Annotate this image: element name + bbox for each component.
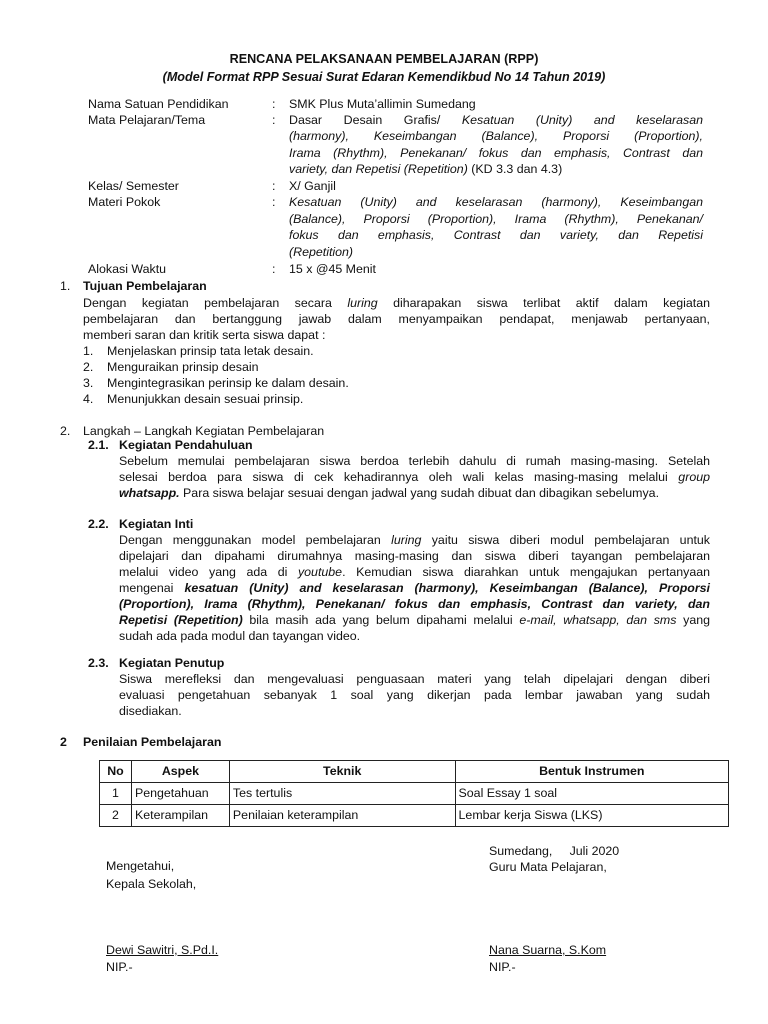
closing-paragraph-line: evaluasi pengetahuan sebanyak 1 soal yang dikerjan pada lembar jawaban yang sudah	[119, 688, 710, 702]
table-header-cell: Teknik	[229, 761, 455, 783]
text: . Kemudian siswa diarahkan untuk mengajukan pertanyaan	[342, 565, 710, 579]
section-number: 2.	[60, 424, 71, 438]
time-value: 15 x @45 Menit	[289, 262, 376, 276]
text-italic: e-mail, whatsapp, dan sms	[519, 613, 677, 627]
subsection-number: 2.3.	[88, 656, 109, 670]
material-value-line	[289, 194, 703, 210]
objective-item: Menunjukkan desain sesuai prinsip.	[107, 392, 304, 406]
subsection-heading-core: Kegiatan Inti	[119, 517, 194, 531]
acknowledgement-label: Mengetahui,	[106, 859, 175, 873]
table-cell: 2	[100, 805, 132, 827]
section-heading-steps: Langkah – Langkah Kegiatan Pembelajaran	[83, 424, 325, 438]
material-value-line	[289, 244, 703, 260]
colon: :	[272, 113, 276, 127]
text: Dengan menggunakan model pembelajaran	[119, 533, 392, 547]
objective-number: 1.	[83, 344, 94, 358]
material-label: Materi Pokok	[88, 195, 161, 209]
text: yang	[676, 613, 710, 627]
material-value-line	[289, 211, 703, 227]
assessment-table	[99, 760, 729, 827]
principal-role: Kepala Sekolah,	[106, 877, 197, 891]
subject-theme: Irama (Rhythm), Penekanan/ fokus dan emphasis, Contrast dan	[289, 146, 703, 160]
core-paragraph-line: sudah ada pada modul dan tayangan video.	[119, 629, 361, 643]
document-subtitle: (Model Format RPP Sesuai Surat Edaran Kemendikbud No 14 Tahun 2019)	[162, 70, 606, 84]
text-italic: luring	[391, 533, 422, 547]
text-bold-italic: whatsapp.	[119, 486, 180, 500]
table-cell: Pengetahuan	[131, 783, 229, 805]
table-cell: Penilaian keterampilan	[229, 805, 455, 827]
document-title: RENCANA PELAKSANAAN PEMBELAJARAN (RPP)	[229, 52, 539, 66]
subject-value-line	[289, 145, 703, 161]
objective-number: 3.	[83, 376, 94, 390]
table-cell: Tes tertulis	[229, 783, 455, 805]
subject-value-line	[289, 128, 703, 144]
text-bold-italic: Repetisi (Repetition)	[119, 613, 243, 627]
section-heading-assessment: Penilaian Pembelajaran	[83, 735, 222, 749]
section-number: 2	[60, 735, 67, 749]
text-italic: luring	[347, 296, 378, 310]
objectives-paragraph-line: pembelajaran dan bertanggung jawab dalam menyampaikan pendapat, menjawab pertanyaan,	[83, 312, 710, 326]
text: Dengan kegiatan pembelajaran secara	[83, 296, 348, 310]
text: bila masih ada yang belum dipahami melalui	[242, 613, 520, 627]
objective-number: 2.	[83, 360, 94, 374]
objective-item: Menguraikan prinsip desain	[107, 360, 259, 374]
material-text: Kesatuan (Unity) and keselarasan (harmony), Keseimbangan	[289, 195, 703, 209]
core-paragraph-line	[119, 564, 710, 580]
class-value: X/ Ganjil	[289, 179, 336, 193]
table-header-row	[100, 761, 729, 783]
text-italic: group	[678, 470, 710, 484]
text: yaitu siswa diberi modul pembelajaran untuk	[421, 533, 710, 547]
subject-value-line	[289, 112, 703, 128]
material-value-line	[289, 227, 703, 243]
objectives-paragraph-line: memberi saran dan kritik serta siswa dapat :	[83, 328, 326, 342]
colon: :	[272, 179, 276, 193]
subject-theme: variety, dan Repetisi (Repetition)	[289, 162, 468, 176]
subsection-heading-intro: Kegiatan Pendahuluan	[119, 438, 253, 452]
colon: :	[272, 97, 276, 111]
table-row	[100, 783, 729, 805]
principal-nip: NIP.-	[106, 960, 133, 974]
principal-name: Dewi Sawitri, S.Pd.I.	[106, 943, 219, 957]
subject-name: Dasar Desain Grafis/	[289, 113, 441, 127]
subject-theme: Kesatuan (Unity) and keselarasan	[461, 113, 703, 127]
material-text: (Repetition)	[289, 245, 354, 259]
objectives-paragraph-line	[83, 295, 710, 311]
table-cell: Soal Essay 1 soal	[455, 783, 728, 805]
table-header-cell: Bentuk Instrumen	[455, 761, 728, 783]
objective-number: 4.	[83, 392, 94, 406]
table-header-cell: Aspek	[131, 761, 229, 783]
intro-paragraph-line: Sebelum memulai pembelajaran siswa berdoa terlebih dahulu di rumah masing-masing. Setelah	[119, 454, 710, 468]
colon: :	[272, 262, 276, 276]
material-text: (Balance), Proporsi (Proportion), Irama (Rhythm), Penekanan/	[289, 212, 703, 226]
section-heading-objectives: Tujuan Pembelajaran	[83, 279, 207, 293]
time-label: Alokasi Waktu	[88, 262, 167, 276]
school-label: Nama Satuan Pendidikan	[88, 97, 229, 111]
text: Para siswa belajar sesuai dengan jadwal yang sudah dibuat dan dibagikan sebelumya.	[179, 486, 660, 500]
subsection-number: 2.2.	[88, 517, 109, 531]
intro-paragraph-line	[119, 485, 659, 501]
subsection-number: 2.1.	[88, 438, 109, 452]
subsection-heading-closing: Kegiatan Penutup	[119, 656, 225, 670]
subject-label: Mata Pelajaran/Tema	[88, 113, 206, 127]
table-row	[100, 805, 729, 827]
teacher-role: Guru Mata Pelajaran,	[489, 860, 607, 874]
subject-kd: (KD 3.3 dan 4.3)	[467, 162, 563, 176]
text: melalui video yang ada di	[119, 565, 298, 579]
table-cell: Lembar kerja Siswa (LKS)	[455, 805, 728, 827]
closing-paragraph-line: disediakan.	[119, 704, 182, 718]
section-number: 1.	[60, 279, 71, 293]
teacher-nip: NIP.-	[489, 960, 516, 974]
text-bold-italic: kesatuan (Unity) and keselarasan (harmony), Keseimbangan (Balance), Proporsi	[184, 581, 710, 595]
class-label: Kelas/ Semester	[88, 179, 179, 193]
colon: :	[272, 195, 276, 209]
teacher-name: Nana Suarna, S.Kom	[489, 943, 607, 957]
text-italic: youtube	[297, 565, 343, 579]
text-bold-italic: (Proportion), Irama (Rhythm), Penekanan/ fokus dan emphasis, Contrast dan variety, dan	[119, 597, 710, 611]
table-header-cell: No	[100, 761, 132, 783]
core-paragraph-line	[119, 612, 710, 628]
subject-theme: (harmony), Keseimbangan (Balance), Proporsi (Proportion),	[289, 129, 703, 143]
objective-item: Mengintegrasikan perinsip ke dalam desain.	[107, 376, 349, 390]
text: selesai berdoa para siswa di cek kehadirannya oleh wali kelas masing-masing melalui	[119, 470, 679, 484]
intro-paragraph-line	[119, 469, 710, 485]
core-paragraph-line: dipelajari dan dipahami dirumahnya masing-masing dan siswa diberi tayangan pembelajaran	[119, 549, 710, 563]
place-date: Sumedang, Juli 2020	[489, 844, 620, 858]
core-paragraph-line	[119, 532, 710, 548]
core-paragraph-line	[119, 580, 710, 596]
core-paragraph-line	[119, 596, 710, 612]
text: mengenai	[119, 581, 185, 595]
table-cell: Keterampilan	[131, 805, 229, 827]
text: diharapakan siswa terlibat aktif dalam kegiatan	[377, 296, 710, 310]
school-value: SMK Plus Muta’allimin Sumedang	[289, 97, 476, 111]
objective-item: Menjelaskan prinsip tata letak desain.	[107, 344, 314, 358]
material-text: fokus dan emphasis, Contrast dan variety, dan Repetisi	[289, 228, 703, 242]
subject-value-line	[289, 161, 703, 177]
table-cell: 1	[100, 783, 132, 805]
closing-paragraph-line: Siswa merefleksi dan mengevaluasi penguasaan materi yang telah dipelajari dengan diberi	[119, 672, 710, 686]
